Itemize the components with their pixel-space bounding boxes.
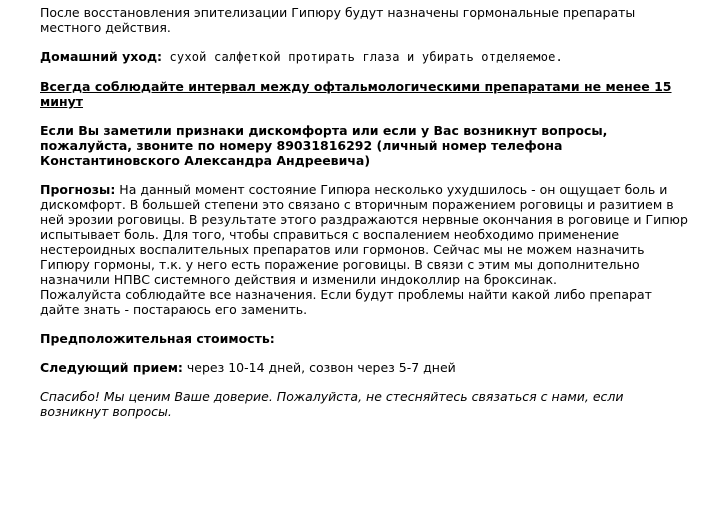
prognosis-label: Прогнозы:: [40, 182, 116, 197]
prognosis-paragraph: [40, 182, 695, 287]
estimated-cost-label: Предположительная стоимость:: [40, 331, 275, 346]
home-care-label: Домашний уход:: [40, 49, 163, 64]
intro-paragraph: После восстановления эпителизации Гипюру будут назначены гормональные препараты местного действия.: [40, 5, 636, 35]
next-visit: [40, 360, 695, 375]
prognosis-text: На данный момент состояние Гипюра несколько ухудшилось - он ощущает боль и дискомфорт. В большей степени это связано с вторичным поражением роговицы и разитием в ней эрозии роговицы. В результате этого раздражаются нервные окончания в роговице и Гипюр испытывает боль. Для того, чтобы справиться с воспалением необходимо применение нестероидных воспалительных препаратов или гормонов. Сейчас мы не можем назначить Гипюру гормоны, т.к. у него есть поражение роговицы. В связи с этим мы дополнительно назначили НПВС системного действия и изменили индоколлир на броксинак.: [40, 182, 688, 287]
next-visit-text: через 10-14 дней, созвон через 5-7 дней: [182, 360, 456, 375]
estimated-cost: [40, 331, 695, 346]
contact-notice: [40, 123, 695, 168]
next-visit-label: Следующий прием:: [40, 360, 183, 375]
prognosis-followup: Пожалуйста соблюдайте все назначения. Если будут проблемы найти какой либо препарат дайте знать - постараюсь его заменить.: [40, 287, 652, 317]
interval-warning-text: Всегда соблюдайте интервал между офтальмологическими препаратами не менее 15 минут: [40, 79, 672, 109]
thanks-text: Спасибо! Мы ценим Ваше доверие. Пожалуйста, не стесняйтесь связаться с нами, если возникнут вопросы.: [40, 389, 624, 419]
home-care-text: сухой салфеткой протирать глаза и убирать отделяемое.: [162, 50, 563, 64]
thanks-note: [40, 389, 695, 419]
contact-notice-text: Если Вы заметили признаки дискомфорта или если у Вас возникнут вопросы, пожалуйста, звоните по номеру 89031816292 (личный номер телефона Константиновского Александра Андреевича): [40, 123, 608, 168]
interval-warning: [40, 79, 695, 109]
home-care-paragraph: [40, 49, 695, 65]
